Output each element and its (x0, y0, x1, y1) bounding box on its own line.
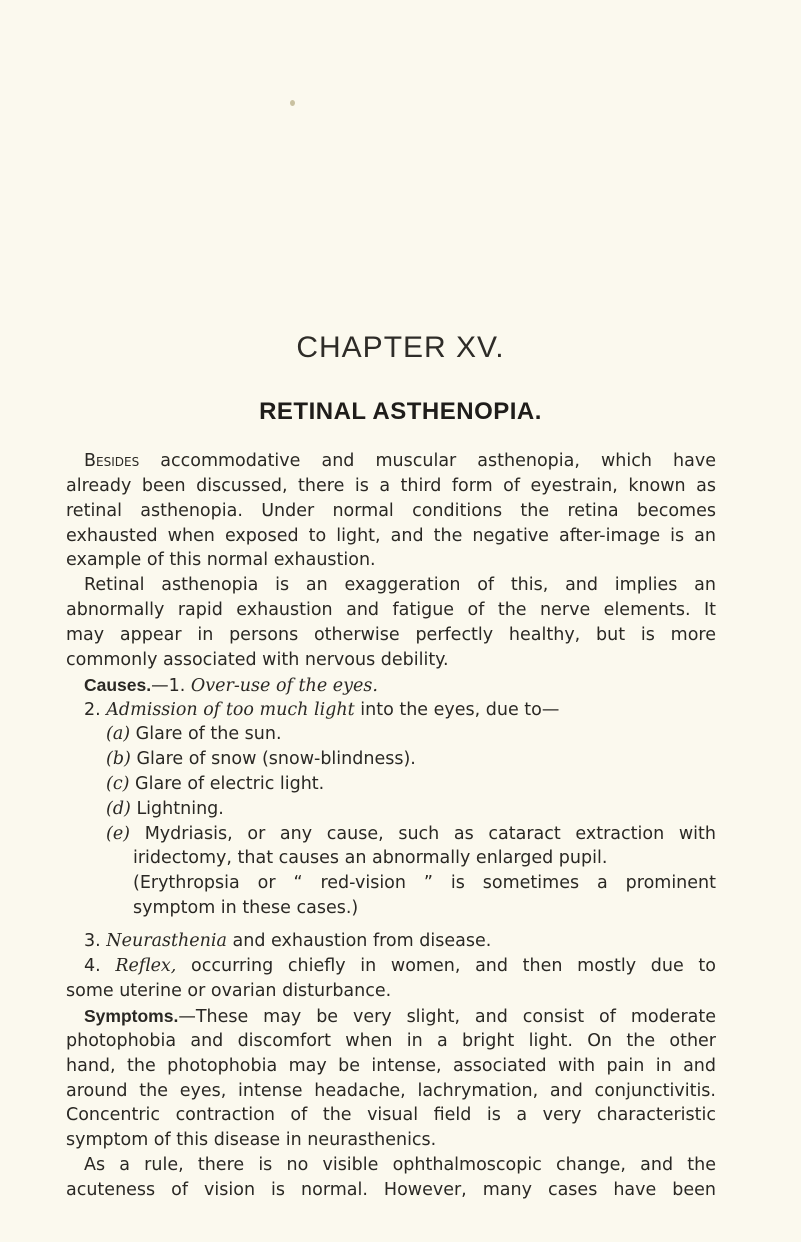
list-marker: (b) (106, 749, 131, 769)
list-item (106, 773, 716, 795)
text-run: accommodative and muscular asthenopia, which have (160, 451, 716, 471)
list-text: Glare of the sun. (135, 724, 282, 744)
list-text: Glare of snow (snow-blindness). (136, 749, 416, 769)
cause-number: 4. (84, 956, 101, 976)
list-marker: (a) (106, 724, 131, 744)
paragraph-line: already been discussed, there is a third form of eyestrain, known as (66, 476, 716, 496)
paragraph-line: photophobia and discomfort when in a bright light. On the other (66, 1031, 716, 1051)
paragraph-line: Retinal asthenopia is an exaggeration of this, and implies an (84, 575, 716, 595)
paragraph-line: As a rule, there is no visible ophthalmoscopic change, and the (84, 1155, 716, 1175)
causes-label: Causes. (84, 675, 152, 695)
list-item (106, 798, 716, 820)
paragraph-line: acuteness of vision is normal. However, many cases have been (66, 1180, 716, 1200)
text-run: —These may be very slight, and consist of moderate (178, 1007, 716, 1027)
drop-word: Besides (84, 451, 140, 471)
list-item (106, 723, 716, 745)
cause-term: Reflex, (115, 956, 177, 976)
paragraph-line: example of this normal exhaustion. (66, 550, 376, 570)
cause-number: —1. (151, 676, 186, 696)
text-run: occurring chiefly in women, and then mostly due to (191, 956, 716, 976)
text-run: and exhaustion from disease. (232, 931, 492, 951)
list-continuation: iridectomy, that causes an abnormally enlarged pupil. (133, 848, 608, 868)
chapter-title: RETINAL ASTHENOPIA. (259, 398, 542, 425)
symptoms-line (84, 1005, 716, 1028)
causes-line (84, 955, 716, 977)
paper-speck (290, 100, 295, 106)
causes-line (84, 674, 716, 697)
causes-line (84, 930, 716, 952)
cause-number: 3. (84, 931, 101, 951)
list-text: Glare of electric light. (135, 774, 325, 794)
symptoms-label: Symptoms. (84, 1006, 179, 1026)
cause-term: Admission of too much light (106, 700, 355, 720)
paragraph-line: around the eyes, intense headache, lachrymation, and conjunctivitis. (66, 1081, 716, 1101)
list-item (106, 748, 716, 770)
cause-term: Neurasthenia (106, 931, 227, 951)
causes-line (84, 699, 716, 721)
list-continuation: (Erythropsia or “ red-vision ” is sometimes a prominent (133, 873, 716, 893)
cause-number: 2. (84, 700, 101, 720)
list-marker: (c) (106, 774, 130, 794)
paragraph-line: abnormally rapid exhaustion and fatigue of the nerve elements. It (66, 600, 716, 620)
chapter-heading: CHAPTER XV. (296, 331, 505, 364)
list-marker: (d) (106, 799, 131, 819)
paragraph-line: may appear in persons otherwise perfectly healthy, but is more (66, 625, 716, 645)
paragraph-line: Concentric contraction of the visual field is a very characteristic (66, 1105, 716, 1125)
paragraph-line: some uterine or ovarian disturbance. (66, 981, 392, 1001)
paragraph-line: exhausted when exposed to light, and the negative after-image is an (66, 526, 716, 546)
text-run: into the eyes, due to— (360, 700, 560, 720)
list-item (106, 823, 716, 845)
list-continuation: symptom in these cases.) (133, 898, 359, 918)
paragraph-line: hand, the photophobia may be intense, associated with pain in and (66, 1056, 716, 1076)
cause-term: Over-use of the eyes. (190, 676, 378, 696)
list-text: Mydriasis, or any cause, such as cataract extraction with (144, 824, 716, 844)
list-text: Lightning. (136, 799, 224, 819)
paragraph-line: symptom of this disease in neurasthenics. (66, 1130, 437, 1150)
paragraph-line (84, 450, 716, 472)
list-marker: (e) (106, 824, 131, 844)
paragraph-line: retinal asthenopia. Under normal conditions the retina becomes (66, 501, 716, 521)
paragraph-line: commonly associated with nervous debility. (66, 650, 449, 670)
